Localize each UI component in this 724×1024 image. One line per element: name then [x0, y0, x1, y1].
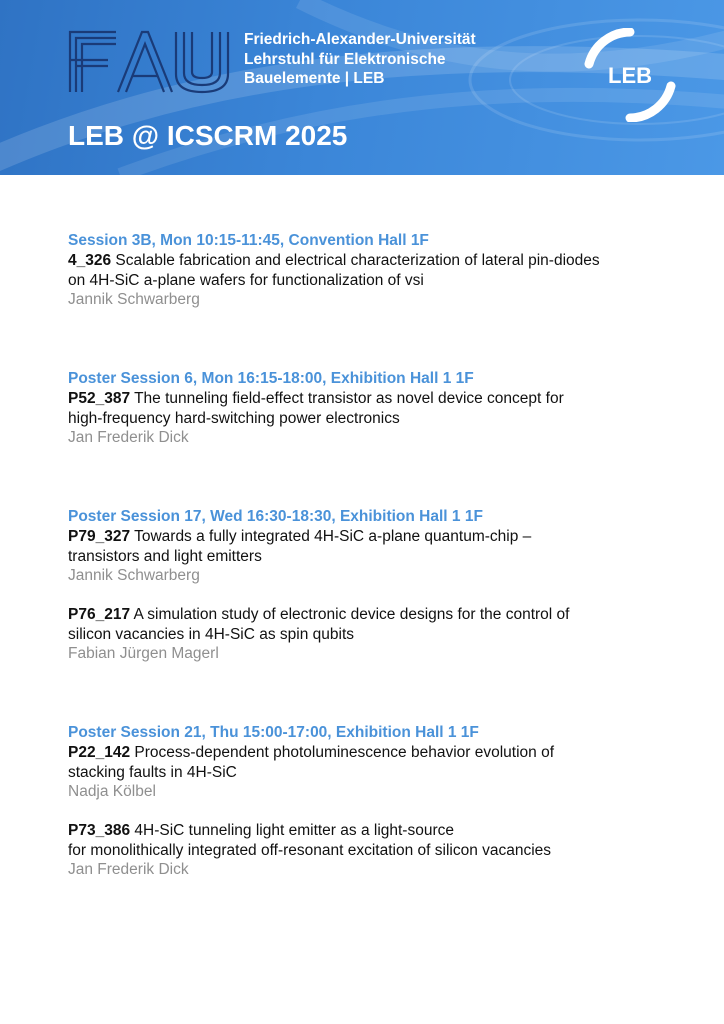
poster-title-line: stacking faults in 4H-SiC — [68, 763, 237, 781]
poster-title-line: Towards a fully integrated 4H-SiC a-plane quantum-chip – — [134, 528, 532, 545]
poster-author: Nadja Kölbel — [68, 783, 156, 800]
poster-title-line: The tunneling field-effect transistor as novel device concept for — [134, 390, 564, 407]
poster-code: P79_327 — [68, 528, 131, 545]
session-heading: Session 3B, Mon 10:15-11:45, Convention Hall 1F — [68, 232, 429, 249]
talk-code: 4_326 — [68, 252, 112, 269]
session-block — [68, 230, 668, 310]
session-heading: Poster Session 6, Mon 16:15-18:00, Exhibition Hall 1 1F — [68, 370, 474, 387]
session-list — [68, 226, 668, 938]
poster-title-line: transistors and light emitters — [68, 547, 262, 565]
university-name-line: Bauelemente | LEB — [244, 70, 385, 87]
university-name — [244, 30, 476, 89]
page-title: LEB @ ICSCRM 2025 — [68, 120, 348, 151]
leb-logo — [583, 28, 677, 122]
poster-title — [68, 527, 668, 566]
poster-code: P52_387 — [68, 390, 131, 407]
poster-code: P73_386 — [68, 822, 131, 839]
poster-author: Jan Frederik Dick — [68, 429, 189, 446]
header-banner — [0, 0, 724, 175]
poster-entry — [68, 605, 668, 664]
svg-text:LEB: LEB — [608, 63, 652, 88]
poster-title-line: high-frequency hard-switching power electronics — [68, 409, 400, 427]
poster-title-line: A simulation study of electronic device designs for the control of — [133, 606, 570, 623]
poster-title-line: for monolithically integrated off-resonant excitation of silicon vacancies — [68, 841, 552, 859]
session-heading: Poster Session 17, Wed 16:30-18:30, Exhibition Hall 1 1F — [68, 508, 483, 525]
fau-logo — [68, 30, 234, 94]
talk-title — [68, 251, 668, 290]
session-block — [68, 506, 668, 664]
poster-entry — [68, 743, 668, 802]
poster-title — [68, 389, 668, 428]
session-block — [68, 368, 668, 448]
session-heading: Poster Session 21, Thu 15:00-17:00, Exhibition Hall 1 1F — [68, 724, 479, 741]
poster-entry — [68, 821, 668, 880]
talk-title-line: on 4H-SiC a-plane wafers for functionalization of vsi — [68, 271, 424, 289]
university-name-line: Friedrich-Alexander-Universität — [244, 31, 476, 48]
poster-entry — [68, 527, 668, 586]
talk-title-line: Scalable fabrication and electrical characterization of lateral pin-diodes — [115, 252, 600, 269]
poster-title — [68, 605, 668, 644]
poster-author: Jannik Schwarberg — [68, 567, 200, 584]
university-name-line: Lehrstuhl für Elektronische — [244, 50, 446, 68]
session-block — [68, 722, 668, 880]
talk-entry — [68, 251, 668, 310]
talk-author: Jannik Schwarberg — [68, 291, 200, 308]
poster-code: P22_142 — [68, 744, 131, 761]
poster-author: Jan Frederik Dick — [68, 861, 189, 878]
poster-title-line: Process-dependent photoluminescence behavior evolution of — [134, 744, 555, 761]
poster-title-line: 4H-SiC tunneling light emitter as a light-source — [134, 822, 454, 839]
poster-author: Fabian Jürgen Magerl — [68, 645, 219, 662]
poster-title — [68, 743, 668, 782]
poster-title-line: silicon vacancies in 4H-SiC as spin qubits — [68, 625, 355, 643]
poster-code: P76_217 — [68, 606, 131, 623]
poster-entry — [68, 389, 668, 448]
poster-title — [68, 821, 668, 860]
